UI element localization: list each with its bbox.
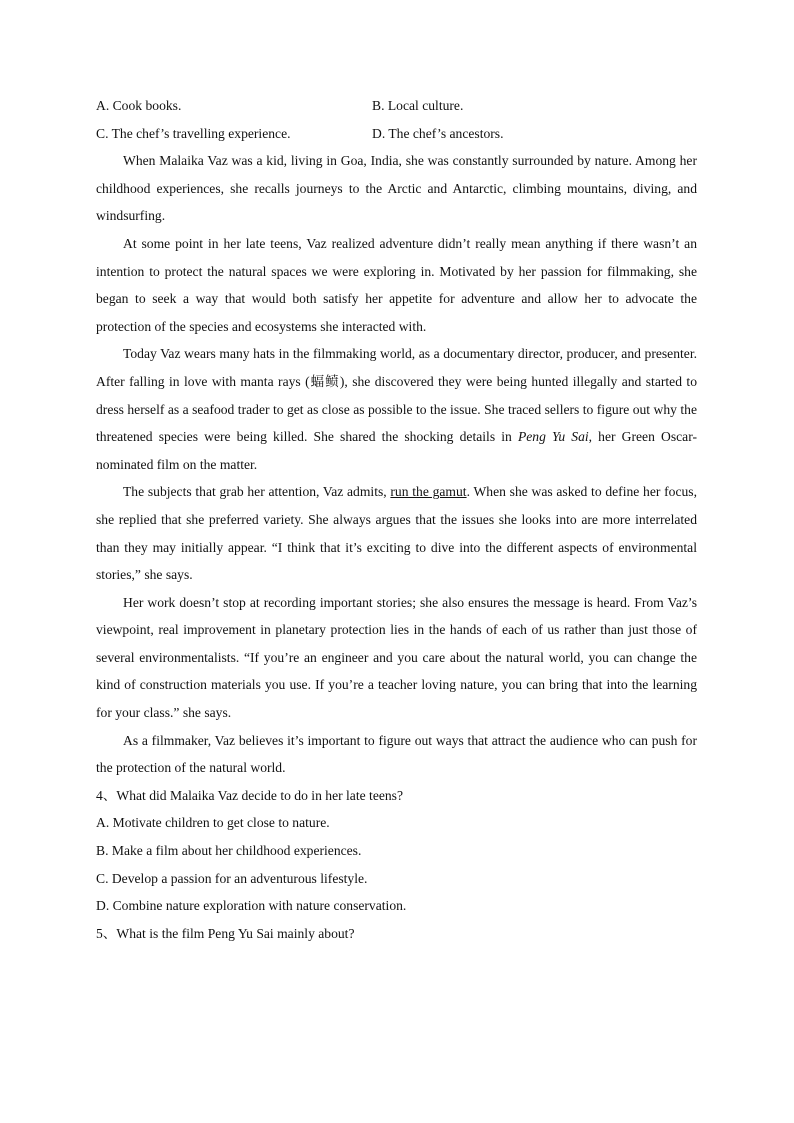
question-4-stem: 4、What did Malaika Vaz decide to do in her late teens? xyxy=(96,787,404,803)
question-4-option-b: B. Make a film about her childhood experiences. xyxy=(96,843,362,859)
document-page xyxy=(96,92,697,947)
passage-paragraph-6: As a filmmaker, Vaz believes it’s important to figure out ways that attract the audience who can push for the protection of the natural world. xyxy=(96,732,697,776)
question-4-option-c: C. Develop a passion for an adventurous lifestyle. xyxy=(96,870,368,886)
question-5-stem: 5、What is the film Peng Yu Sai mainly about? xyxy=(96,925,355,941)
paragraph-4-text-b: . When she was asked to define her focus, she replied that she preferred variety. She always argues that the issues she looks into are more interrelated than they may initially appear. “I think that it’s exciting to dive into the different aspects of environmental stories,” she says. xyxy=(96,484,697,583)
passage-paragraph-1: When Malaika Vaz was a kid, living in Goa, India, she was constantly surrounded by nature. Among her childhood experiences, she recalls journeys to the Arctic and Antarctic, climbing mountains, diving, and windsurfing. xyxy=(96,153,697,224)
prev-option-b: B. Local culture. xyxy=(372,98,464,113)
passage-paragraph-4 xyxy=(96,478,697,588)
prev-option-a: A. Cook books. xyxy=(96,98,182,113)
prev-options-row-1 xyxy=(96,92,697,120)
passage-paragraph-5: Her work doesn’t stop at recording important stories; she also ensures the message is heard. From Vaz’s viewpoint, real improvement in planetary protection lies in the hands of each of us rather than just those of several environmentalists. “If you’re an engineer and you care about the natural world, you can change the kind of construction materials you use. If you’re a teacher loving nature, you can bring that into the learning for your class.” she says. xyxy=(96,594,697,721)
question-4-option-d: D. Combine nature exploration with nature conservation. xyxy=(96,898,407,914)
question-4-option-a: A. Motivate children to get close to nature. xyxy=(96,815,330,831)
paragraph-3-text-a: Today Vaz wears many hats in the filmmaking world, as a documentary director, producer, and presenter. After falling in love with manta rays (蝠鲼), she discovered they were being hunted illegally and started to dress herself as a seafood trader to get as close as possible to the issue. She traced sellers to figure out why the threatened species were being killed. She shared the shocking details in xyxy=(96,346,697,445)
paragraph-3-text-b: , her Green Oscar-nominated film on the matter. xyxy=(96,429,697,472)
passage-paragraph-3 xyxy=(96,340,697,478)
prev-option-d: D. The chef’s ancestors. xyxy=(372,125,504,141)
prev-option-c: C. The chef’s travelling experience. xyxy=(96,125,291,141)
underlined-phrase: run the gamut xyxy=(390,484,467,500)
paragraph-4-text-a: The subjects that grab her attention, Vaz admits, xyxy=(123,484,391,500)
film-title: Peng Yu Sai xyxy=(517,429,589,445)
prev-options-row-2 xyxy=(96,120,697,148)
passage-paragraph-2: At some point in her late teens, Vaz realized adventure didn’t really mean anything if there wasn’t an intention to protect the natural spaces we were exploring in. Motivated by her passion for filmmaking, she began to seek a way that would both satisfy her appetite for adventure and allow her to advocate the protection of the species and ecosystems she interacted with. xyxy=(96,235,697,334)
